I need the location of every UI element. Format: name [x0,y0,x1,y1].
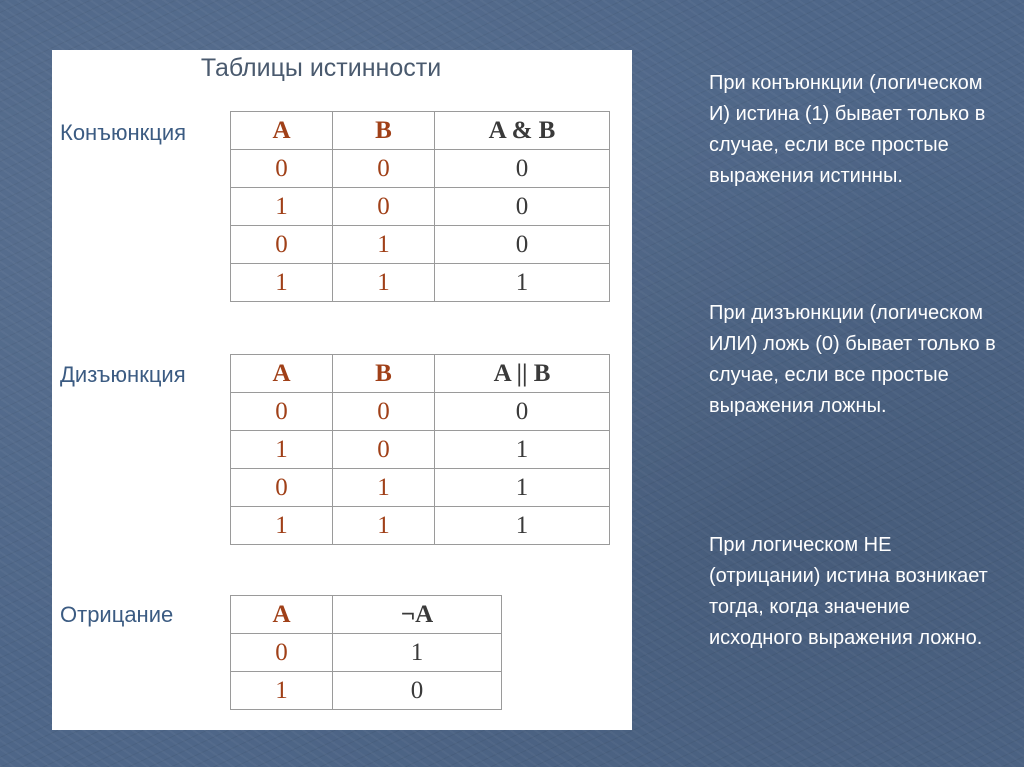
header-cell: A || B [435,355,610,393]
header-cell: A [231,112,333,150]
conjunction-explanation: При конъюнкции (логическом И) истина (1) бывает только в случае, если все простые выражения истинны. [709,72,986,187]
disjunction-explanation: При дизъюнкции (логическом ИЛИ) ложь (0) бывает только в случае, если все простые выражения ложны. [709,302,996,417]
table-cell: 1 [333,507,435,545]
table-cell: 1 [333,634,502,672]
table-cell: 0 [435,226,610,264]
table-header-row [231,112,610,150]
negation-label: Отрицание [60,602,174,627]
header-cell: A [231,596,333,634]
table-row [231,264,610,302]
table-row [231,188,610,226]
table-cell: 0 [435,150,610,188]
table-row [231,431,610,469]
table-cell: 0 [231,150,333,188]
conjunction-table [230,111,610,302]
table-cell: 0 [333,188,435,226]
table-row [231,393,610,431]
table-cell: 0 [333,393,435,431]
table-cell: 1 [333,264,435,302]
table-cell: 1 [231,507,333,545]
table-row [231,672,502,710]
table-cell: 0 [231,469,333,507]
header-cell: A [231,355,333,393]
panel-title: Таблицы истинности [200,54,442,82]
table-row [231,469,610,507]
header-cell: ¬A [333,596,502,634]
header-cell: B [333,355,435,393]
table-cell: 0 [333,672,502,710]
table-row [231,226,610,264]
table-cell: 0 [333,150,435,188]
negation-table [230,595,502,710]
conjunction-label: Конъюнкция [60,120,187,145]
header-cell: A & B [435,112,610,150]
truth-tables-panel [52,50,632,730]
table-row [231,150,610,188]
table-cell: 1 [333,469,435,507]
table-cell: 1 [231,188,333,226]
table-row [231,634,502,672]
table-cell: 1 [231,264,333,302]
negation-explanation: При логическом НЕ (отрицании) истина возникает тогда, когда значение исходного выражения ложно. [709,534,988,649]
table-header-row [231,355,610,393]
table-cell: 0 [231,634,333,672]
table-cell: 1 [435,431,610,469]
table-row [231,507,610,545]
table-cell: 1 [435,264,610,302]
table-cell: 0 [231,226,333,264]
table-cell: 0 [435,393,610,431]
table-cell: 1 [231,431,333,469]
table-cell: 1 [333,226,435,264]
disjunction-table [230,354,610,545]
table-cell: 1 [435,469,610,507]
table-cell: 0 [333,431,435,469]
table-cell: 1 [231,672,333,710]
table-cell: 0 [231,393,333,431]
header-cell: B [333,112,435,150]
table-header-row [231,596,502,634]
table-cell: 0 [435,188,610,226]
disjunction-label: Дизъюнкция [60,362,186,387]
table-cell: 1 [435,507,610,545]
